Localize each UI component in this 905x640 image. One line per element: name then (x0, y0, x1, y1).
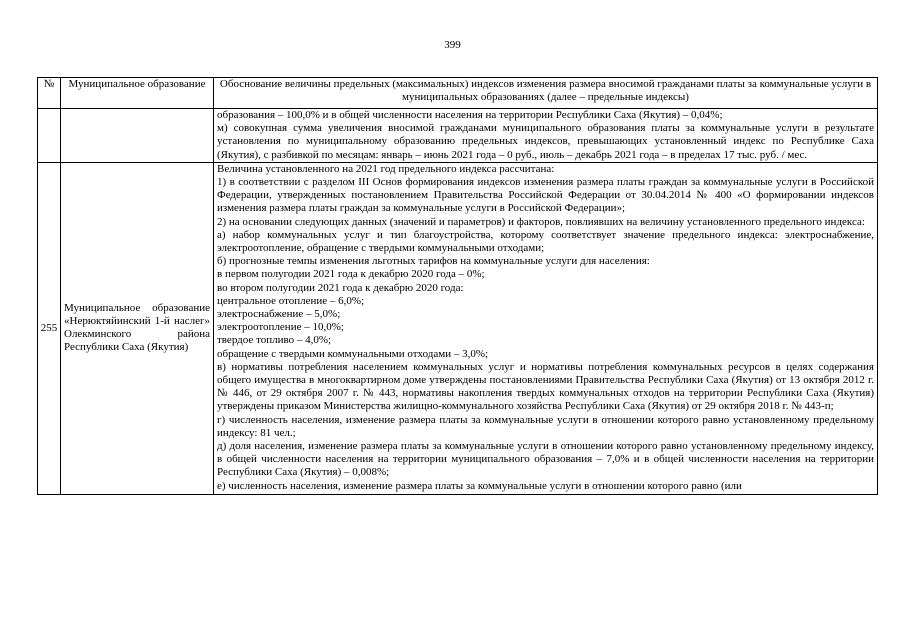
header-basis: Обоснование величины предельных (максимальных) индексов изменения размера вносимой гражданами платы за коммунальные услуги в муниципальных образованиях (далее – предельные индексы) (214, 78, 878, 109)
row-number: 255 (38, 162, 61, 494)
text-line: д) доля населения, изменение размера платы за коммунальные услуги в отношении которого равно установленному предельному индексу, в общей численности населения на территории муниципального образования – 7,0% и в общей численности населения на территории Республики Саха (Якутия) – 0,008%; (217, 440, 874, 479)
text-line: 2) на основании следующих данных (значений и параметров) и факторов, повлиявших на величину установленного предельного индекса: (217, 215, 865, 228)
indices-table (37, 77, 878, 495)
text-line: электроснабжение – 5,0%; (217, 308, 341, 321)
row-municipality: Муниципальное образование «Нерюктяйинский 1-й наслег» Олекминского района Республики Саха (Якутия) (61, 162, 214, 494)
text-line: твердое топливо – 4,0%; (217, 334, 332, 347)
text-line: в) нормативы потребления населением коммунальных услуг и нормативы потребления коммунальных ресурсов в целях содержания общего имущества в многоквартирном доме утверждены постановлениями Правительства Республики Саха (Якутия) от 13 октября 2012 г. № 446, от 29 октября 2007 г. № 443, нормативы накопления твердых коммунальных отходов на территории Республики Саха (Якутия) утверждены приказом Министерства жилищно-коммунального хозяйства Республики Саха (Якутия) от 29 октября 2018 г. № 443-п; (217, 360, 874, 413)
text-line: электроотопление – 10,0%; (217, 321, 344, 334)
text-line: б) прогнозные темпы изменения льготных тарифов на коммунальные услуги для населения: (217, 255, 650, 268)
header-municipality: Муниципальное образование (61, 78, 214, 109)
text-line: 1) в соответствии с разделом III Основ формирования индексов изменения размера платы граждан за коммунальные услуги в Российской Федерации, утвержденных постановлением Правительства Российской Федерации от 30.04.2014 № 400 «О формировании индексов изменения размера платы граждан за коммунальные услуги в Российской Федерации»; (217, 176, 874, 215)
text-line: образования – 100,0% и в общей численности населения на территории Республики Саха (Якутия) – 0,04%; (217, 109, 723, 121)
text-line: центральное отопление – 6,0%; (217, 294, 365, 307)
table-row-255 (38, 162, 878, 494)
header-number: № (38, 78, 61, 109)
text-line: а) набор коммунальных услуг и тип благоустройства, которому соответствует значение предельного индекса: электроснабжение, электроотопление, обращение с твердыми коммунальными отходами; (217, 228, 874, 255)
row-basis (214, 162, 878, 494)
text-line: во втором полугодии 2021 года к декабрю 2020 года: (217, 281, 464, 294)
text-line: обращение с твердыми коммунальными отходами – 3,0%; (217, 347, 489, 360)
text-line: в первом полугодии 2021 года к декабрю 2020 года – 0%; (217, 268, 485, 281)
table-header-row (38, 78, 878, 109)
row-number-empty (38, 109, 61, 163)
text-line: е) численность населения, изменение размера платы за коммунальные услуги в отношении которого равно (или (217, 479, 742, 492)
text-line: м) совокупная сумма увеличения вносимой гражданами муниципального образования платы за коммунальные услуги в результате установления по муниципальному образованию предельных индексов, превышающих установленный индекс по Республике Саха (Якутия), с разбивкой по месяцам: январь – июнь 2021 года – 0 руб., июль – декабрь 2021 года – в пределах 17 тыс. руб. / мес. (217, 122, 874, 161)
text-line: Величина установленного на 2021 год предельного индекса рассчитана: (217, 162, 555, 175)
table-row-continued (38, 109, 878, 163)
row-basis-continued (214, 109, 878, 163)
page-number: 399 (444, 39, 461, 51)
row-municipality-empty (61, 109, 214, 163)
text-line: г) численность населения, изменение размера платы за коммунальные услуги в отношении которого равно установленному предельному индексу: 81 чел.; (217, 413, 874, 439)
